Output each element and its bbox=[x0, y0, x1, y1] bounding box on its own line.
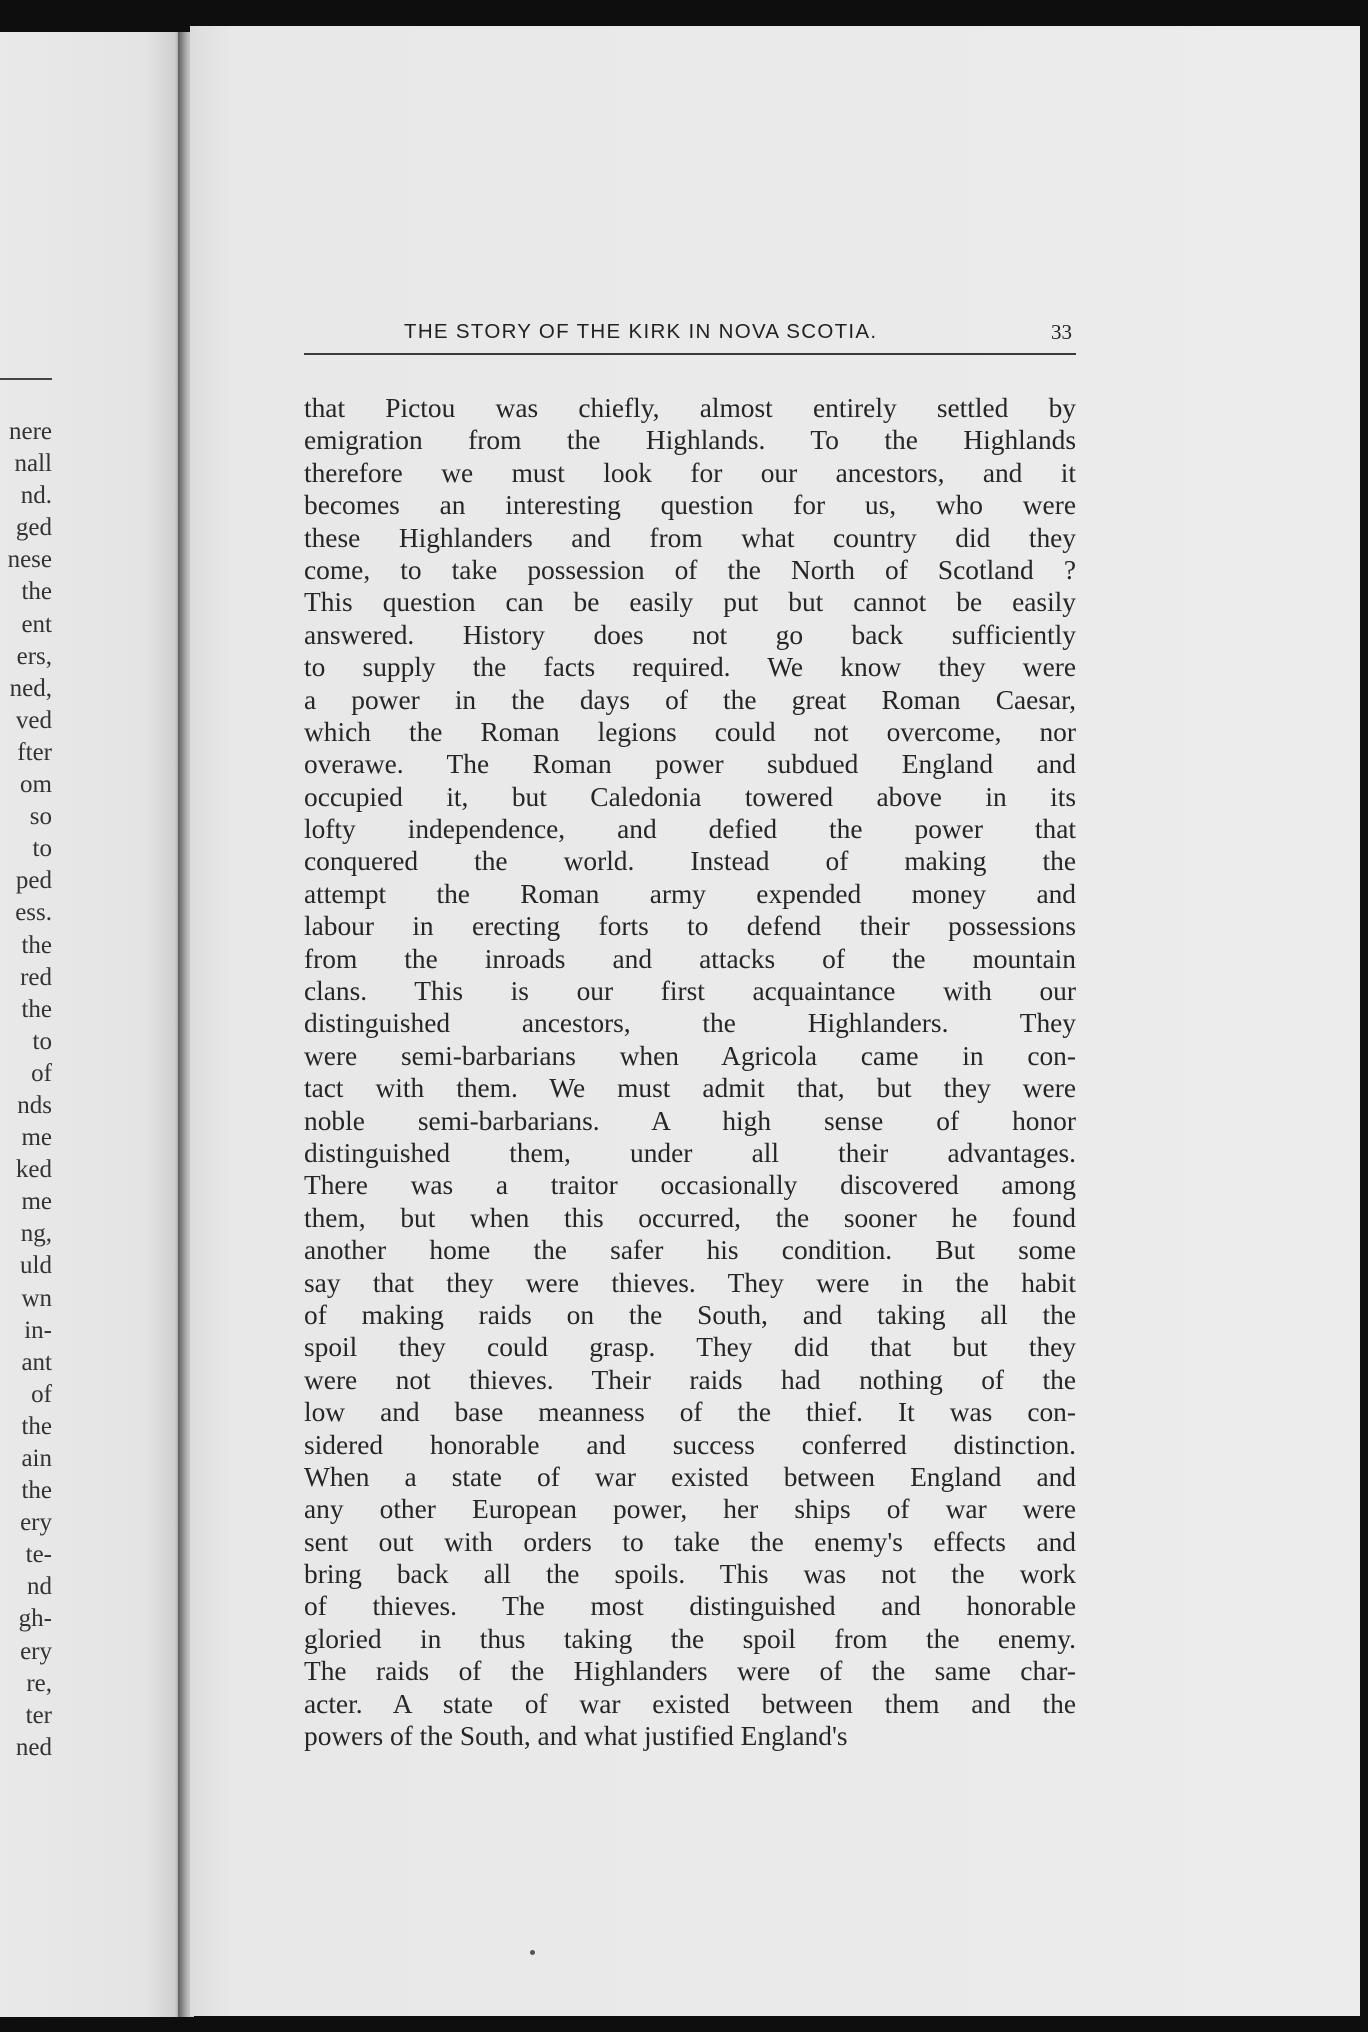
previous-page-fragment: ent bbox=[21, 610, 52, 638]
text-line: bring back all the spoils. This was not the work bbox=[304, 1559, 1076, 1590]
previous-page-fragment: in- bbox=[24, 1316, 52, 1344]
text-line: distinguished ancestors, the Highlanders. They bbox=[304, 1008, 1076, 1039]
previous-page-fragment: om bbox=[20, 771, 52, 799]
page-number: 33 bbox=[1051, 320, 1072, 344]
text-line: come, to take possession of the North of Scotland ? bbox=[304, 554, 1076, 585]
text-line: say that they were thieves. They were in the habit bbox=[304, 1267, 1076, 1298]
running-head bbox=[304, 316, 1072, 356]
text-line: another home the safer his condition. But some bbox=[304, 1235, 1076, 1266]
body-text bbox=[304, 392, 1076, 1752]
text-line: a power in the days of the great Roman Caesar, bbox=[304, 684, 1076, 715]
previous-page-fragment: re, bbox=[26, 1669, 52, 1697]
text-line: these Highlanders and from what country did they bbox=[304, 522, 1076, 553]
previous-page-fragment: to bbox=[32, 835, 52, 863]
text-line: clans. This is our first acquaintance with our bbox=[304, 976, 1076, 1007]
previous-page-fragment: te- bbox=[25, 1541, 52, 1569]
text-line: were not thieves. Their raids had nothing of the bbox=[304, 1364, 1076, 1395]
previous-page-fragment: the bbox=[21, 995, 52, 1023]
previous-page-fragment: ery bbox=[20, 1509, 52, 1537]
text-line: that Pictou was chiefly, almost entirely settled by bbox=[304, 393, 1076, 423]
previous-page-fragment: ked bbox=[15, 1156, 52, 1184]
previous-page-fragment: nese bbox=[7, 546, 52, 574]
text-line: spoil they could grasp. They did that but they bbox=[304, 1332, 1076, 1363]
previous-page-fragment: the bbox=[21, 931, 52, 959]
text-line: sent out with orders to take the enemy's effects and bbox=[304, 1526, 1076, 1557]
previous-page-fragment: the bbox=[21, 578, 52, 606]
previous-page-fragment: me bbox=[21, 1124, 52, 1152]
text-line: overawe. The Roman power subdued England and bbox=[304, 749, 1076, 780]
text-line: answered. History does not go back sufficiently bbox=[304, 619, 1076, 650]
text-line: The raids of the Highlanders were of the same char- bbox=[304, 1656, 1076, 1687]
text-line: noble semi-barbarians. A high sense of honor bbox=[304, 1105, 1076, 1136]
previous-page-fragment: gh- bbox=[18, 1605, 52, 1633]
previous-page-fragment: so bbox=[29, 803, 52, 831]
previous-page-text-fragments bbox=[0, 416, 52, 1764]
previous-page-fragment: ant bbox=[21, 1348, 52, 1376]
previous-page-fragment: ged bbox=[15, 514, 52, 542]
text-line: acter. A state of war existed between them and the bbox=[304, 1688, 1076, 1719]
text-line: which the Roman legions could not overcome, nor bbox=[304, 716, 1076, 747]
text-line: occupied it, but Caledonia towered above in its bbox=[304, 781, 1076, 812]
text-line: When a state of war existed between England and bbox=[304, 1461, 1076, 1492]
text-line: sidered honorable and success conferred distinction. bbox=[304, 1429, 1076, 1460]
previous-page-fragment: nall bbox=[14, 450, 52, 478]
previous-page-fragment: ved bbox=[15, 706, 52, 734]
text-line: There was a traitor occasionally discovered among bbox=[304, 1170, 1076, 1201]
previous-page-fragment: ain bbox=[21, 1445, 52, 1472]
previous-page-fragment: ess. bbox=[15, 899, 52, 927]
previous-page-fragment: fter bbox=[17, 738, 52, 766]
text-line: distinguished them, under all their advantages. bbox=[304, 1137, 1076, 1168]
text-line: lofty independence, and defied the power that bbox=[304, 814, 1076, 845]
previous-page-fragment: red bbox=[20, 963, 52, 991]
text-line: This question can be easily put but cannot be easily bbox=[304, 587, 1076, 618]
previous-page-fragment: nere bbox=[8, 418, 52, 445]
text-line: gloried in thus taking the spoil from the enemy. bbox=[304, 1623, 1076, 1654]
text-line: from the inroads and attacks of the mountain bbox=[304, 943, 1076, 974]
previous-page-fragment: ned, bbox=[9, 674, 52, 702]
previous-page-header-rule bbox=[0, 378, 52, 380]
previous-page-edge bbox=[0, 32, 182, 2017]
previous-page-fragment: me bbox=[21, 1188, 52, 1216]
text-line: attempt the Roman army expended money and bbox=[304, 878, 1076, 909]
text-line: tact with them. We must admit that, but they were bbox=[304, 1073, 1076, 1104]
previous-page-fragment: ng, bbox=[20, 1220, 52, 1248]
previous-page-fragment: ers, bbox=[16, 642, 52, 670]
text-line: therefore we must look for our ancestors, and it bbox=[304, 457, 1076, 488]
previous-page-fragment: wn bbox=[21, 1284, 52, 1312]
text-line: of making raids on the South, and taking all the bbox=[304, 1299, 1076, 1330]
text-line: labour in erecting forts to defend their possessions bbox=[304, 911, 1076, 942]
previous-page-fragment: of bbox=[31, 1059, 52, 1087]
previous-page-fragment: ped bbox=[15, 867, 52, 895]
running-head-title: THE STORY OF THE KIRK IN NOVA SCOTIA. bbox=[404, 320, 878, 343]
previous-page-fragment: nd. bbox=[20, 482, 52, 510]
previous-page-fragment: ery bbox=[20, 1637, 52, 1665]
text-line: any other European power, her ships of war were bbox=[304, 1494, 1076, 1525]
previous-page-fragment: of bbox=[31, 1380, 52, 1408]
text-line: emigration from the Highlands. To the Highlands bbox=[304, 425, 1076, 456]
running-head-rule bbox=[304, 353, 1076, 355]
previous-page-fragment: ned bbox=[15, 1733, 52, 1761]
page-speck bbox=[530, 1950, 535, 1955]
previous-page-fragment: the bbox=[21, 1477, 52, 1505]
previous-page-fragment: uld bbox=[20, 1252, 52, 1280]
text-line: becomes an interesting question for us, who were bbox=[304, 490, 1076, 521]
text-line: powers of the South, and what justified England's bbox=[304, 1721, 848, 1752]
previous-page-fragment: ter bbox=[25, 1701, 52, 1729]
previous-page-fragment: nds bbox=[17, 1091, 52, 1119]
previous-page-fragment: the bbox=[21, 1412, 52, 1440]
text-line: to supply the facts required. We know they were bbox=[304, 652, 1076, 683]
text-line: of thieves. The most distinguished and honorable bbox=[304, 1591, 1076, 1622]
text-line: them, but when this occurred, the sooner he found bbox=[304, 1202, 1076, 1233]
previous-page-fragment: nd bbox=[27, 1573, 52, 1601]
text-line: conquered the world. Instead of making the bbox=[304, 846, 1076, 877]
previous-page-fragment: to bbox=[32, 1027, 52, 1055]
text-line: were semi-barbarians when Agricola came in con- bbox=[304, 1040, 1076, 1071]
text-line: low and base meanness of the thief. It was con- bbox=[304, 1397, 1076, 1428]
